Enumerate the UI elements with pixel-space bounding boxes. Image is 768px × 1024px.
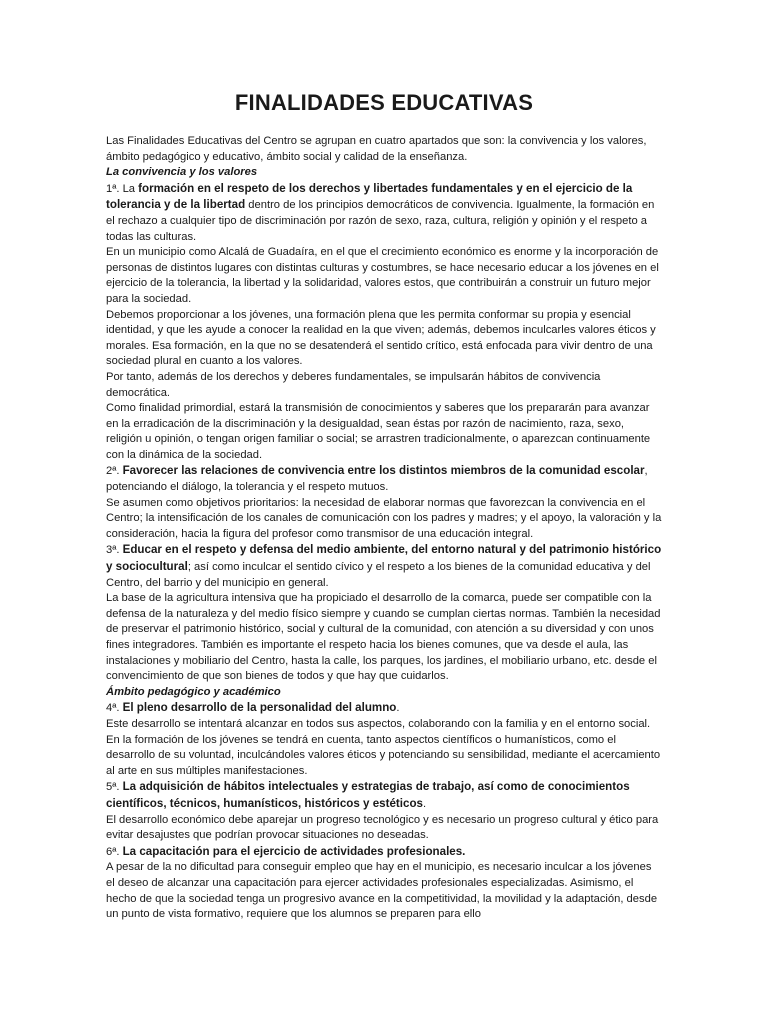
finalidad-6-number: 6ª. [106,845,123,858]
finalidad-1 [106,181,662,245]
finalidad-1-title: formación en el respeto de los derechos y libertades fundamentales y en el ejercicio de la tolerancia y de la libertad [106,181,633,212]
finalidad-3-title: Educar en el respeto y defensa del medio ambiente, del entorno natural y del patrimonio histórico y sociocultural [106,543,662,574]
finalidad-4 [106,700,662,717]
finalidad-2 [106,463,662,495]
document-title: FINALIDADES EDUCATIVAS [234,90,534,115]
paragraph: Debemos proporcionar a los jóvenes, una formación plena que les permita conformar su propia y esencial identidad, y que les ayude a conocer la realidad en la que viven; además, debemos inculcarles valores éticos y morales. Esa formación, en la que no se desatenderá el sentido crítico, está enfocada para vivir dentro de una sociedad plural en cuanto a los valores. [106,308,656,368]
paragraph: En un municipio como Alcalá de Guadaíra, en el que el crecimiento económico es enorme y la incorporación de personas de distintos lugares con distintas culturas y costumbres, se hace necesario educar a los jóvenes en el ejercicio de la tolerancia, la libertad y la solidaridad, valores estos, que contribuirán a construir un futuro mejor para la sociedad. [106,246,659,305]
finalidad-4-number: 4ª. [106,702,123,715]
finalidad-1-number: 1ª. La [106,182,139,195]
finalidad-2-text: , potenciando el diálogo, la tolerancia y el respeto mutuos. [106,465,648,494]
intro-paragraph: Las Finalidades Educativas del Centro se agrupan en cuatro apartados que son: la convivencia y los valores, ámbito pedagógico y educativo, ámbito social y calidad de la enseñanza. [106,135,647,163]
finalidad-3-text: ; así como inculcar el sentido cívico y el respeto a los bienes de la comunidad educativa y del Centro, del barrio y del municipio en general. [106,561,651,589]
finalidad-5-text: . [423,797,427,810]
finalidad-2-title: Favorecer las relaciones de convivencia entre los distintos miembros de la comunidad escolar [122,464,645,478]
paragraph: Se asumen como objetivos prioritarios: la necesidad de elaborar normas que favorezcan la convivencia en el Centro; la intensificación de los canales de comunicación con los padres y madres; y el apoyo, la valoración y la consideración, hacia la figura del profesor como transmisor de una educación integral. [106,496,662,540]
finalidad-3-number: 3ª. [106,544,123,557]
finalidad-5-title: La adquisición de hábitos intelectuales y estrategias de trabajo, así como de conocimientos científicos, técnicos, humanísticos, históricos y estéticos [106,780,630,810]
finalidad-4-text: . [396,702,400,715]
finalidad-4-title: El pleno desarrollo de la personalidad del alumno [122,701,397,715]
paragraph: Por tanto, además de los derechos y deberes fundamentales, se impulsarán hábitos de convivencia democrática. [106,370,601,399]
paragraph: Este desarrollo se intentará alcanzar en todos sus aspectos, colaborando con la familia y en el entorno social. En la formación de los jóvenes se tendrá en cuenta, tanto aspectos científicos o humanísticos, como el desarrollo de su voluntad, inculcándoles valores éticos y potenciando su sensibilidad, mediante el acercamiento al arte en sus múltiples manifestaciones. [106,717,661,777]
finalidad-6 [106,844,662,861]
finalidad-3 [106,542,662,591]
paragraph: La base de la agricultura intensiva que ha propiciado el desarrollo de la comarca, puede ser compatible con la defensa de la naturaleza y del medio físico siempre y cuando se cumplan ciertas normas. También la necesidad de preservar el patrimonio histórico, social y cultural de la comunidad, con atención a su diversidad y con unos fines integradores. También es importante el respeto hacia los bienes comunes, que va desde el aula, las instalaciones y mobiliario del Centro, hasta la calle, los parques, los jardines, el mobiliario urbano, etc. desde el convencimiento de que son bienes de todos y que hay que cuidarlos. [106,592,661,683]
finalidad-5-number: 5ª. [106,781,123,794]
section-heading-convivencia: La convivencia y los valores [106,166,258,179]
paragraph: Como finalidad primordial, estará la transmisión de conocimientos y saberes que los prepararán para avanzar en la erradicación de la discriminación y la desigualdad, sean éstas por razón de nacimiento, raza, sexo, religión u opinión, o tengan origen familiar o social; se arrastren tradicionalmente, o aparezcan continuamente con la dinámica de la sociedad. [106,402,651,461]
finalidad-1-text: dentro de los principios democráticos de convivencia. Igualmente, la formación en el rechazo a cualquier tipo de discriminación por razón de sexo, raza, cultura, religión y opinión y el respeto a todas las culturas. [106,199,655,243]
document-body [106,134,662,923]
paragraph: A pesar de la no dificultad para conseguir empleo que hay en el municipio, es necesario inculcar a los jóvenes el deseo de alcanzar una capacitación para ejercer actividades profesionales especializadas. Asimismo, el hecho de que la sociedad tenga un progresivo avance en la competitividad, la movilidad y la adaptación, desde un punto de vista formativo, requiere que los alumnos se preparen para ello [106,861,658,921]
paragraph: El desarrollo económico debe aparejar un progreso tecnológico y es necesario un progreso cultural y ético para evitar desajustes que podrían provocar situaciones no deseadas. [106,813,659,842]
section-heading-pedagogico: Ámbito pedagógico y académico [106,685,281,698]
finalidad-2-number: 2ª. [106,465,123,478]
finalidad-5 [106,779,662,812]
finalidad-6-title: La capacitación para el ejercicio de actividades profesionales. [122,844,466,858]
